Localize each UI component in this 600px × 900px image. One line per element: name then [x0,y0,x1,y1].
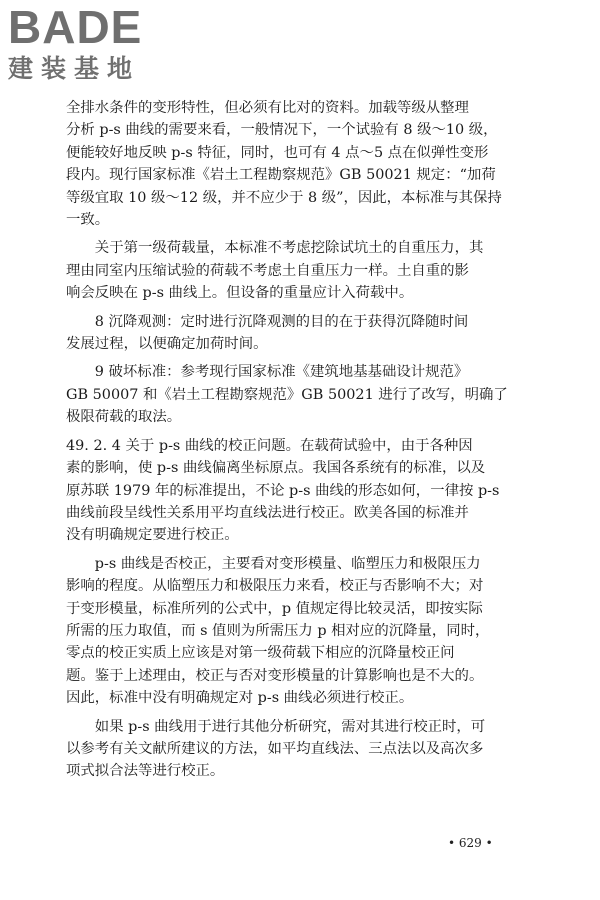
text-line: 极限荷载的取法。 [66,409,182,426]
text-line: 以参考有关文献所建议的方法，如平均直线法、三点法以及高次多 [66,740,484,757]
text-line: 49. 2. 4 关于 p-s 曲线的校正问题。在载荷试验中，由于各种因 [66,437,473,454]
brand-logo [8,1,178,90]
text-line: 没有明确规定要进行校正。 [66,527,239,544]
text-line: 全排水条件的变形特性，但必须有比对的资料。加载等级从整理 [66,100,469,116]
text-line: 所需的压力取值，而 s 值则为所需压力 p 相对应的沉降量，同时， [66,622,490,639]
text-line: 段内。现行国家标准《岩土工程勘察规范》GB 50021 规定：“加荷 [66,167,496,184]
text-line: 因此，标准中没有明确规定对 p-s 曲线必须进行校正。 [66,690,414,707]
text-line: 素的影响，使 p-s 曲线偏离坐标原点。我国各系统有的标准，以及 [66,460,486,477]
text-line: p-s 曲线是否校正，主要看对变形模量、临塑压力和极限压力 [94,555,481,572]
text-line: 关于第一级荷载量，本标准不考虑挖除试坑土的自重压力，其 [94,240,484,257]
text-line: 于变形模量，标准所列的公式中，p 值规定得比较灵活，即按实际 [66,600,483,617]
text-line: 如果 p-s 曲线用于进行其他分析研究，需对其进行校正时，可 [94,718,486,735]
text-line: 9 破坏标准：参考现行国家标准《建筑地基基础设计规范》 [94,364,469,381]
logo-wordmark: BADE [8,1,143,53]
text-line: 项式拟合法等进行校正。 [66,763,225,780]
text-line: 理由同室内压缩试验的荷载不考虑土自重压力一样。土自重的影 [66,262,469,279]
page-body [66,97,532,783]
text-line: 题。鉴于上述理由，校正与否对变形模量的计算影响也是不大的。 [66,667,484,684]
text-line: 影响的程度。从临塑压力和极限压力来看，校正与否影响不大；对 [66,578,484,595]
text-line: 分析 p-s 曲线的需要来看，一般情况下，一个试验有 8 级～10 级， [66,122,498,139]
text-line: 曲线前段呈线性关系用平均直线法进行校正。欧美各国的标准并 [66,504,469,521]
text-line: 零点的校正实质上应该是对第一级荷载下相应的沉降量校正问 [66,645,455,662]
page-number: • 629 • [448,836,493,850]
text-line: 便能较好地反映 p-s 特征，同时，也可有 4 点～5 点在似弹性变形 [66,144,489,161]
text-line: 原苏联 1979 年的标准提出，不论 p-s 曲线的形态如何，一律按 p-s [66,482,500,499]
logo-subtitle: 建装基地 [8,54,141,83]
text-line: 发展过程，以便确定加荷时间。 [66,336,268,353]
text-line: 一致。 [66,212,110,229]
text-line: 响会反映在 p-s 曲线上。但设备的重量应计入荷载中。 [66,285,414,302]
text-line: GB 50007 和《岩土工程勘察规范》GB 50021 进行了改写，明确了 [66,386,508,403]
text-line: 8 沉降观测：定时进行沉降观测的目的在于获得沉降随时间 [94,313,469,330]
text-line: 等级宜取 10 级～12 级，并不应少于 8 级”，因此，本标准与其保持 [66,189,502,206]
